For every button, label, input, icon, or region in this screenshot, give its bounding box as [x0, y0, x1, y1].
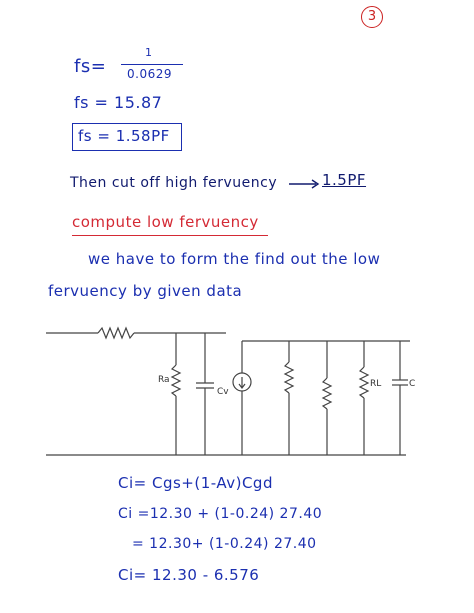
section-heading: compute low fervuency — [72, 213, 259, 231]
body-line-2: fervuency by given data — [48, 282, 243, 300]
fraction-denominator: 0.0629 — [127, 67, 172, 81]
equation-line: Ci= 12.30 - 6.576 — [118, 566, 260, 584]
series-resistor — [98, 328, 134, 338]
fs-label: fs= — [74, 56, 107, 77]
resistor-rl — [360, 367, 368, 398]
fraction-numerator: 1 — [145, 46, 153, 59]
label-cv: Cv — [217, 387, 229, 397]
cutoff-text: Then cut off high fervuency — [70, 175, 278, 191]
body-line-1: we have to form the find out the low — [88, 250, 381, 268]
resistor — [285, 362, 293, 393]
resistor — [323, 378, 331, 409]
cutoff-value: 1.5PF — [322, 171, 367, 189]
page-number-circle: 3 — [361, 6, 383, 28]
equation-line: Ci =12.30 + (1-0.24) 27.40 — [118, 506, 323, 522]
resistor-ra — [172, 365, 180, 396]
label-ra: Ra — [158, 375, 170, 385]
equation-line: = 12.30+ (1-0.24) 27.40 — [132, 536, 317, 552]
fs-result-line: fs = 1.58PF — [78, 127, 170, 145]
label-rl: RL — [370, 379, 382, 389]
label-c: C — [409, 379, 416, 389]
equation-line: Ci= Cgs+(1-Av)Cgd — [118, 474, 273, 492]
fs-value-line: fs = 15.87 — [74, 93, 163, 112]
